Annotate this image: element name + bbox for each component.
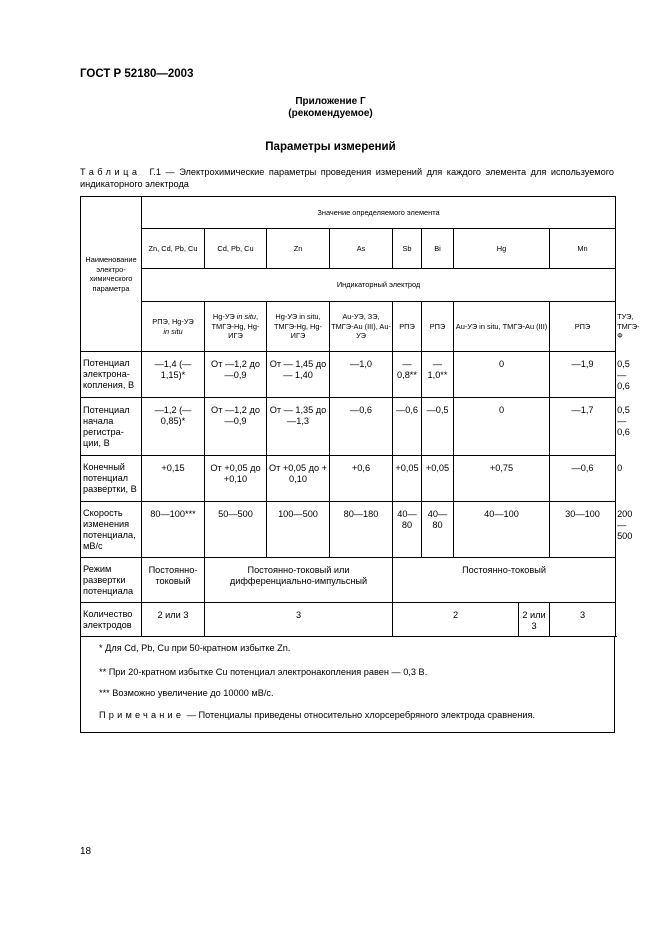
value-cell: +0,6 [330,456,393,502]
value-cell: 2 или 3 [519,603,550,637]
value-cell: —1,9 [550,352,616,398]
value-cell: —0,6 [393,398,422,456]
value-cell: От —1,2 до —0,9 [205,398,267,456]
param-label: Потенциал электрона-копления, В [81,352,142,398]
value-cell: —0,6 [330,398,393,456]
electrode-cell: Au-УЭ, ЗЭ, ТМГЭ-Au (III), Au-УЭ [330,302,393,352]
note-label: Примечание [99,710,185,720]
value-cell: +0,15 [142,456,205,502]
param-label: Конечный потенциал развертки, В [81,456,142,502]
value-cell: —0,8** [393,352,422,398]
electrode-cell: Hg-УЭ in situ, ТМГЭ-Hg, Hg-ИГЭ [205,302,267,352]
footnote: ** При 20-кратном избытке Cu потенциал электронакопления равен — 0,3 В. [99,667,428,677]
value-cell: 3 [205,603,393,637]
value-cell: 40—80 [393,502,422,558]
value-cell: 2 [393,603,519,637]
table-caption [80,166,614,190]
value-cell: 40—80 [422,502,454,558]
value-cell: +0,75 [454,456,550,502]
electrode-cell: РПЭ [422,302,454,352]
value-cell: —1,0** [422,352,454,398]
value-cell: —1,4 (—1,15)* [142,352,205,398]
value-cell: От +0,05 до +0,10 [205,456,267,502]
value-cell: 3 [550,603,616,637]
electrode-cell: РПЭ [393,302,422,352]
value-cell: —1,7 [550,398,616,456]
value-cell: 0 [454,398,550,456]
electrode-cell: РПЭ, Hg-УЭ in situ [142,302,205,352]
value-cell: 0 [454,352,550,398]
value-cell: Постоянно-токовый или дифференциально-импульсный [205,558,393,603]
footnotes-block [80,636,615,733]
value-cell: 50—500 [205,502,267,558]
param-label: Количество электродов [81,603,142,637]
footnote: *** Возможно увеличение до 10000 мВ/с. [99,688,274,698]
value-cell: Постоянно-токовый [393,558,616,603]
param-name-header: Наименование электро-химического параметра [81,197,142,352]
electrode-cell: РПЭ [550,302,616,352]
value-cell: —0,6 [550,456,616,502]
section-title: Параметры измерений [265,141,396,153]
value-cell: Постоянно-токовый [142,558,205,603]
value-cell: +0,05 [422,456,454,502]
element-value-header: Значение определяемого элемента [142,197,616,229]
value-cell: От — 1,45 до — 1,40 [267,352,330,398]
element-header: Bi [422,229,454,269]
value-cell: 40—100 [454,502,550,558]
value-cell: 100—500 [267,502,330,558]
caption-text: — Электрохимические параметры проведения измерений для каждого элемента для используемого индикаторного электрода [80,167,614,189]
value-cell: —1,2 (—0,85)* [142,398,205,456]
value-cell: От +0,05 до + 0,10 [267,456,330,502]
page-number: 18 [80,846,92,857]
annex-title: Приложение Г [295,96,366,107]
value-cell: 2 или 3 [142,603,205,637]
value-cell: 80—100*** [142,502,205,558]
value-cell: От —1,2 до —0,9 [205,352,267,398]
note-text: — Потенциалы приведены относительно хлорсеребряного электрода сравнения. [184,710,535,720]
param-label: Скорость изменения потенциала, мВ/с [81,502,142,558]
element-header: Hg [454,229,550,269]
value-cell: +0,05 [393,456,422,502]
element-header: Mn [550,229,616,269]
document-code: ГОСТ Р 52180—2003 [80,68,194,80]
param-label: Потенциал начала регистра-ции, В [81,398,142,456]
parameters-table: Наименование электро-химического параметра Значение определяемого элемента Zn, Cd, Pb, Cu Cd, Pb, Cu Zn As Sb Bi Hg Mn Индикаторный электрод РПЭ, Hg-УЭ in situ Hg-УЭ in situ, ТМГЭ-Hg, Hg-ИГЭ Hg-УЭ in situ, ТМГЭ-Hg, Hg-ИГЭ Au-УЭ, ЗЭ, ТМГЭ-Au (III), Au-УЭ РПЭ РПЭ Au-УЭ in situ, ТМГЭ-Au (III) РПЭ ТУЭ, ТМГЭ-Ф Потенциал электрона-копления, В —1,4 (—1,15)* От —1,2 до —0,9 От — 1,45 до — 1,40 —1,0 —0,8** —1,0** 0 —1,9 0,5—0,6 Потенциал начала регистра-ции, В —1,2 (—0,85)* От —1,2 до —0,9 От — 1,35 до —1,3 —0,6 —0,6 —0,5 0 —1,7 0,5—0,6 Конечный потенциал развертки, В +0,15 От +0,05 до +0,10 От +0,05 до + 0,10 +0,6 +0,05 +0,05 +0,75 —0,6 0 Скорость изменения потенциала, мВ/с 80—100*** 50—500 100—500 80—180 40—80 40—80 40—100 30—100 200—500 Режим развертки потенциала Постоянно-токовый Постоянно-токовый или дифференциально-импульсный Постоянно-токовый Количество электродов 2 или 3 3 2 2 или 3 3 [80,196,616,637]
electrode-cell: Au-УЭ in situ, ТМГЭ-Au (III) [454,302,550,352]
annex-subtitle: (рекомендуемое) [288,108,373,119]
value-cell: 80—180 [330,502,393,558]
footnote: * Для Cd, Pb, Cu при 50-кратном избытке Zn. [99,643,291,653]
electrode-header: Индикаторный электрод [142,269,616,302]
electrode-cell: Hg-УЭ in situ, ТМГЭ-Hg, Hg-ИГЭ [267,302,330,352]
param-label: Режим развертки потенциала [81,558,142,603]
element-header: Cd, Pb, Cu [205,229,267,269]
value-cell: —1,0 [330,352,393,398]
value-cell: 30—100 [550,502,616,558]
element-header: Sb [393,229,422,269]
value-cell: —0,5 [422,398,454,456]
caption-label: Таблица [80,167,141,177]
value-cell: От — 1,35 до —1,3 [267,398,330,456]
caption-number: Г.1 [149,167,162,177]
element-header: Zn [267,229,330,269]
element-header: As [330,229,393,269]
table-note [99,710,535,720]
element-header: Zn, Cd, Pb, Cu [142,229,205,269]
